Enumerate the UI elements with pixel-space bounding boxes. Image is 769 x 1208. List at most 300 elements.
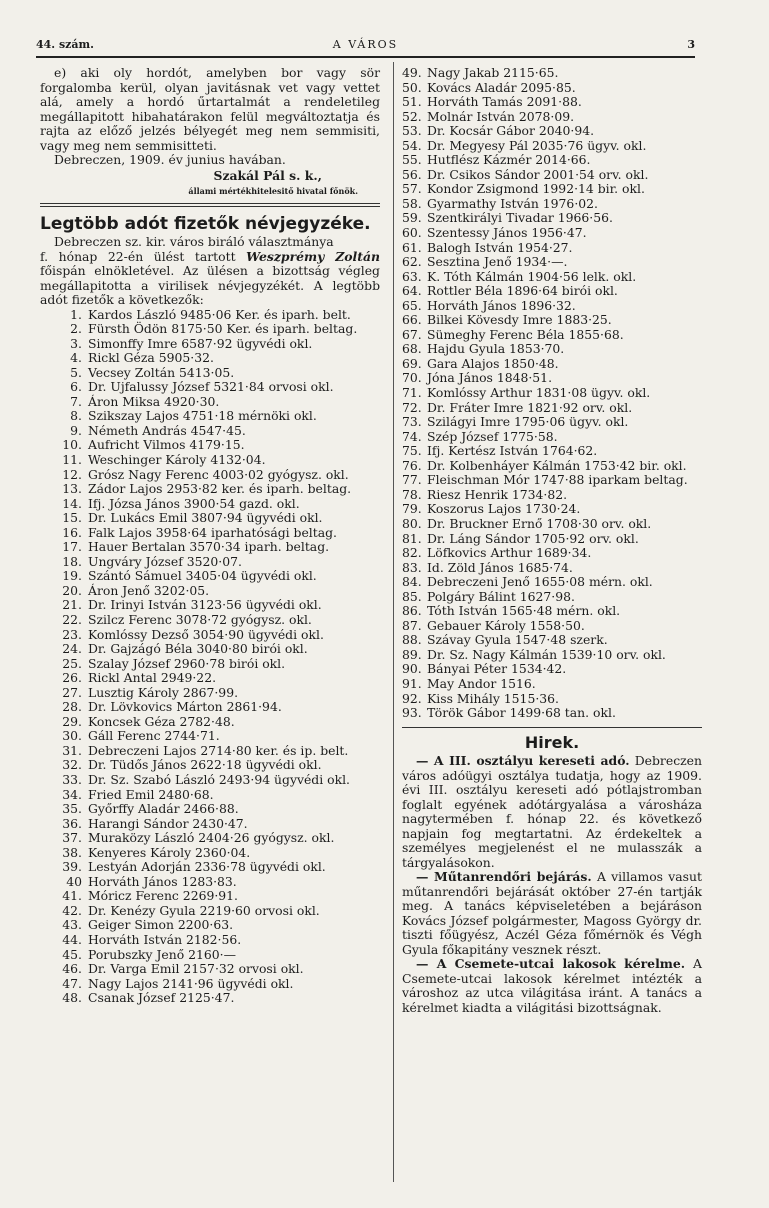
list-item [40,802,380,817]
list-item [40,453,380,468]
list-item-text: Vecsey Zoltán 5413·05. [88,364,235,380]
list-item-number: 41. [62,888,82,904]
list-item-text: Szalay József 2960·78 birói okl. [88,655,286,671]
list-item-number: 82. [402,545,422,561]
list-item-text: May Andor 1516. [427,675,536,691]
list-item [40,438,380,453]
header-rule [36,56,695,58]
list-item [402,357,702,372]
list-item-text: Szántó Sámuel 3405·04 ügyvédi okl. [88,568,317,584]
list-item [402,110,702,125]
news-item [402,870,702,957]
list-item-number: 55. [402,152,422,168]
list-item [402,459,702,474]
list-item [402,328,702,343]
list-item-text: Nagy Jakab 2115·65. [427,65,559,80]
list-item-number: 90. [402,661,422,677]
list-item-text: Hajdu Gyula 1853·70. [427,341,565,357]
list-item [402,139,702,154]
list-item-text: Győrffy Aladár 2466·88. [88,801,239,817]
list-item [40,918,380,933]
news-title: Hirek. [524,732,580,752]
list-item-number: 10. [62,437,82,453]
list-item-number: 23. [62,626,82,642]
list-item-number: 11. [62,451,82,467]
list-item-text: Szilcz Ferenc 3078·72 gyógysz. okl. [88,611,312,627]
list-item [40,322,380,337]
list-item-number: 70. [402,370,422,386]
list-item-number: 21. [62,597,82,613]
list-item [402,430,702,445]
list-item-text: Grósz Nagy Ferenc 4003·02 gyógysz. okl. [88,466,349,482]
list-item-text: Id. Zöld János 1685·74. [427,559,573,575]
page-number: 3 [687,38,695,51]
list-item-number: 5. [70,364,82,380]
list-item [40,700,380,715]
list-item [40,788,380,803]
section-intro [40,250,380,308]
list-item-number: 6. [70,379,82,395]
list-item-text: Geiger Simon 2200·63. [88,917,234,933]
list-item [402,648,702,663]
list-item [402,124,702,139]
list-item-number: 60. [402,225,422,241]
list-item [40,846,380,861]
list-item-number: 27. [62,684,82,700]
list-item-number: 86. [402,603,422,619]
place-date: Debreczen, 1909. év junius havában. [54,152,286,167]
list-item-text: Rottler Béla 1896·64 birói okl. [427,283,618,299]
list-item [402,197,702,212]
list-item-number: 74. [402,428,422,444]
list-item-text: Szentessy János 1956·47. [427,225,587,241]
list-item-text: Szilágyi Imre 1795·06 ügyv. okl. [427,414,629,430]
list-item [402,66,702,81]
list-item-number: 58. [402,195,422,211]
list-item-number: 59. [402,210,422,226]
list-item-number: 76. [402,457,422,473]
list-item-text: Kiss Mihály 1515·36. [427,690,559,706]
list-item-number: 54. [402,137,422,153]
list-item [40,671,380,686]
news-item-lead: — Műtanrendőri bejárás. [416,869,592,885]
list-item-number: 73. [402,414,422,430]
list-item-text: Bilkei Kövesdy Imre 1883·25. [427,312,612,328]
list-item-number: 79. [402,501,422,517]
list-item-text: Fleischman Mór 1747·88 iparkam beltag. [427,472,688,488]
list-item-number: 18. [62,553,82,569]
list-item-text: Debreczeni Lajos 2714·80 ker. és ip. belt. [88,742,349,758]
list-item [40,991,380,1006]
list-item-number: 47. [62,975,82,991]
list-item-number: 4. [70,350,82,366]
list-item [40,977,380,992]
list-item [402,81,702,96]
list-item-text: Riesz Henrik 1734·82. [427,486,568,502]
issue-number: 44. szám. [36,38,95,51]
section-intro-pre: f. hónap 22-én ülést tartott [40,248,236,264]
list-item-text: Dr. Gajzágó Béla 3040·80 birói okl. [88,641,308,657]
list-item [40,308,380,323]
list-item-text: Dr. Bruckner Ernő 1708·30 orv. okl. [427,515,652,531]
list-item-number: 29. [62,713,82,729]
list-item [402,590,702,605]
list-item [402,415,702,430]
list-item-text: Lestyán Adorján 2336·78 ügyvédi okl. [88,859,326,875]
list-item [40,424,380,439]
taxpayer-list-left [40,308,380,1006]
list-item-text: Dr. Lukács Emil 3807·94 ügyvédi okl. [88,510,323,526]
list-item [402,313,702,328]
list-item [402,153,702,168]
news-item-lead: — A Csemete-utcai lakosok kérelme. [416,956,686,972]
list-item [402,517,702,532]
list-item-number: 24. [62,641,82,657]
list-item-text: Dr. Irinyi István 3123·56 ügyvédi okl. [88,597,322,613]
section-title: Legtöbb adót fizetők névjegyzéke. [40,213,371,234]
left-column [40,66,380,1006]
list-item [40,758,380,773]
list-item-number: 26. [62,670,82,686]
list-item-text: Lusztig Károly 2867·99. [88,684,239,700]
list-item-text: Sümeghy Ferenc Béla 1855·68. [427,326,624,342]
list-item-text: Rickl Géza 5905·32. [88,350,214,366]
list-item-text: Falk Lajos 3958·64 iparhatósági beltag. [88,524,337,540]
list-item [40,933,380,948]
list-item-text: Németh András 4547·45. [88,422,246,438]
list-item [402,255,702,270]
list-item [402,95,702,110]
list-item [402,532,702,547]
list-item-number: 19. [62,568,82,584]
section-intro-line: Debreczen sz. kir. város biráló választmánya [54,234,334,249]
list-item-text: Áron Miksa 4920·30. [88,393,220,409]
list-item [40,540,380,555]
news-item-lead: — A III. osztályu kereseti adó. [416,753,630,769]
list-item-text: Hutflész Kázmér 2014·66. [427,152,591,168]
list-item-text: Gáll Ferenc 2744·71. [88,728,220,744]
list-item [40,875,380,890]
list-item-number: 38. [62,844,82,860]
list-item [402,546,702,561]
right-column [402,66,702,1015]
list-item-number: 43. [62,917,82,933]
list-item-text: Szép József 1775·58. [427,428,558,444]
list-item-text: Ifj. Józsa János 3900·54 gazd. okl. [88,495,300,511]
list-item-text: Simonffy Imre 6587·92 ügyvédi okl. [88,335,313,351]
list-item [402,561,702,576]
list-item-text: Dr. Tüdős János 2622·18 ügyvédi okl. [88,757,322,773]
list-item-text: Áron Jenő 3202·05. [88,582,210,598]
news-item-body: Debreczen város adóügyi osztálya tudatja, hogy az 1909. évi III. osztályu kereseti adó pótlajstromban foglalt egyének adótárgyalása a városháza nagytermében f. hónap 22. és következő napjain fog megtartatni. Az érdekeltek a személyes megjelenést el ne mulasszák a tárgyalásokon. [402,753,702,870]
list-item [40,584,380,599]
list-item-text: Balogh István 1954·27. [427,239,573,255]
list-item-number: 93. [402,705,422,721]
list-item-number: 50. [402,79,422,95]
list-item [40,497,380,512]
list-item-text: Muraközy László 2404·26 gyógysz. okl. [88,830,335,846]
list-item-text: Gyarmathy István 1976·02. [427,195,598,211]
list-item-number: 92. [402,690,422,706]
list-item [402,182,702,197]
list-item-text: Ifj. Kertész István 1764·62. [427,443,598,459]
list-item-text: Móricz Ferenc 2269·91. [88,888,238,904]
list-item-number: 42. [62,902,82,918]
list-item [402,502,702,517]
list-item [40,613,380,628]
list-item [402,488,702,503]
list-item [40,962,380,977]
list-item-number: 68. [402,341,422,357]
divider [40,206,380,207]
list-item-text: Nagy Lajos 2141·96 ügyvédi okl. [88,975,294,991]
list-item [402,401,702,416]
list-item-text: Dr. Kolbenháyer Kálmán 1753·42 bir. okl. [427,457,687,473]
list-item-text: Dr. Lövkovics Márton 2861·94. [88,699,282,715]
intro-paragraph: e) aki oly hordót, amelyben bor vagy sör forgalomba kerül, olyan javitásnak vet vagy vettet alá, amely a hordó űrtartalmát a rendeletileg megállapitott hibahatárakon felül megváltoztatja és rajta az előző jelzés bélyegét meg nem semmisiti, vagy meg nem semmisitteti. [40,65,380,153]
list-item-text: Komlóssy Arthur 1831·08 ügyv. okl. [427,385,651,401]
list-item-text: Dr. Varga Emil 2157·32 orvosi okl. [88,961,304,977]
list-item-text: Kardos László 9485·06 Ker. és iparh. belt. [88,306,351,322]
list-item-text: Harangi Sándor 2430·47. [88,815,248,831]
list-item-number: 62. [402,254,422,270]
list-item [40,904,380,919]
list-item-number: 44. [62,932,82,948]
news-section [402,754,702,1015]
list-item-number: 17. [62,539,82,555]
list-item-number: 16. [62,524,82,540]
list-item-number: 87. [402,617,422,633]
list-item-number: 81. [402,530,422,546]
list-item [40,628,380,643]
list-item [402,604,702,619]
list-item-text: Ungváry József 3520·07. [88,553,242,569]
list-item-text: Horváth János 1283·83. [88,873,237,889]
list-item [40,889,380,904]
list-item [402,677,702,692]
list-item [40,337,380,352]
list-item-number: 71. [402,385,422,401]
list-item [40,366,380,381]
column-divider [393,62,394,1182]
list-item-number: 48. [62,990,82,1006]
list-item [40,657,380,672]
list-item-number: 85. [402,588,422,604]
list-item [40,642,380,657]
list-item-number: 77. [402,472,422,488]
list-item-text: K. Tóth Kálmán 1904·56 lelk. okl. [427,268,637,284]
list-item [402,371,702,386]
list-item-text: Dr. Kocsár Gábor 2040·94. [427,123,595,139]
list-item-number: 53. [402,123,422,139]
list-item-number: 36. [62,815,82,831]
page-header [36,38,695,54]
list-item [40,468,380,483]
list-item-number: 15. [62,510,82,526]
list-item-text: Polgáry Bálint 1627·98. [427,588,575,604]
list-item-text: Dr. Fráter Imre 1821·92 orv. okl. [427,399,633,415]
list-item-number: 80. [402,515,422,531]
list-item-text: Csanak József 2125·47. [88,990,235,1006]
list-item-number: 91. [402,675,422,691]
list-item [402,619,702,634]
list-item-number: 69. [402,355,422,371]
list-item [40,409,380,424]
list-item-number: 25. [62,655,82,671]
list-item-number: 20. [62,582,82,598]
list-item-number: 2. [70,321,82,337]
list-item [40,744,380,759]
list-item-number: 83. [402,559,422,575]
list-item [40,831,380,846]
list-item-number: 66. [402,312,422,328]
list-item-text: Gebauer Károly 1558·50. [427,617,585,633]
list-item-number: 67. [402,326,422,342]
list-item-number: 88. [402,632,422,648]
list-item-text: Dr. Láng Sándor 1705·92 orv. okl. [427,530,639,546]
list-item-text: Szentkirályi Tivadar 1966·56. [427,210,613,226]
list-item-number: 22. [62,611,82,627]
list-item-number: 7. [70,393,82,409]
list-item-number: 49. [402,65,422,80]
list-item-text: Aufricht Vilmos 4179·15. [88,437,245,453]
list-item-number: 84. [402,574,422,590]
list-item-text: Horváth István 2182·56. [88,932,242,948]
list-item-text: Bányai Péter 1534·42. [427,661,567,677]
list-item [40,598,380,613]
list-item [40,817,380,832]
news-item-body: A villamos vasut műtanrendőri bejárását október 27-én tartják meg. A tanács képviseletében a bejáráson Kovács József polgármester, Magoss György dr. tiszti főügyész, Aczél Géza főmérnök és Végh Gyula főkapitány vesznek részt. [402,869,702,957]
list-item-number: 9. [70,422,82,438]
list-item-text: Porubszky Jenő 2160·— [88,946,237,962]
list-item-number: 12. [62,466,82,482]
list-item [40,569,380,584]
list-item-text: Dr. Csikos Sándor 2001·54 orv. okl. [427,166,649,182]
list-item-text: Molnár István 2078·09. [427,108,575,124]
list-item-number: 33. [62,772,82,787]
list-item-text: Dr. Ujfalussy József 5321·84 orvosi okl. [88,379,334,395]
list-item-number: 72. [402,399,422,415]
list-item-text: Dr. Kenézy Gyula 2219·60 orvosi okl. [88,902,320,918]
list-item-text: Horváth János 1896·32. [427,297,576,313]
list-item-number: 39. [62,859,82,875]
list-item [40,729,380,744]
list-item-text: Fried Emil 2480·68. [88,786,214,802]
list-item-number: 3. [70,335,82,351]
list-item [40,351,380,366]
taxpayer-list-right [402,66,702,721]
list-item-number: 52. [402,108,422,124]
list-item-number: 56. [402,166,422,182]
list-item [40,773,380,788]
list-item-number: 63. [402,268,422,284]
list-item-number: 51. [402,94,422,110]
list-item-number: 65. [402,297,422,313]
list-item [402,633,702,648]
list-item-text: Dr. Sz. Nagy Kálmán 1539·10 orv. okl. [427,646,666,662]
list-item [40,482,380,497]
list-item-number: 40 [66,873,82,889]
list-item [40,715,380,730]
list-item [402,226,702,241]
list-item [402,473,702,488]
list-item-number: 46. [62,961,82,977]
list-item-text: Debreczeni Jenő 1655·08 mérn. okl. [427,574,653,590]
list-item-number: 78. [402,486,422,502]
list-item-number: 1. [70,306,82,322]
list-item [402,284,702,299]
list-item-text: Török Gábor 1499·68 tan. okl. [427,705,616,721]
list-item [40,948,380,963]
list-item-number: 32. [62,757,82,773]
divider [40,203,380,204]
list-item [40,511,380,526]
list-item [40,860,380,875]
list-item-text: Koncsek Géza 2782·48. [88,713,235,729]
list-item-text: Szikszay Lajos 4751·18 mérnöki okl. [88,408,317,424]
list-item-text: Fürsth Ödön 8175·50 Ker. és iparh. beltag. [88,321,358,337]
divider [402,727,702,728]
list-item-number: 45. [62,946,82,962]
list-item-number: 64. [402,283,422,299]
list-item-number: 13. [62,481,82,497]
list-item [40,380,380,395]
list-item-number: 31. [62,742,82,758]
list-item-text: Rickl Antal 2949·22. [88,670,217,686]
signature-title: állami mértékhitelesitő hivatal főnök. [188,186,358,196]
list-item-text: Horváth Tamás 2091·88. [427,94,582,110]
list-item-text: Gara Alajos 1850·48. [427,355,559,371]
list-item [402,342,702,357]
list-item-text: Hauer Bertalan 3570·34 iparh. beltag. [88,539,330,555]
news-item [402,754,702,870]
list-item-number: 30. [62,728,82,744]
list-item-text: Zádor Lajos 2953·82 ker. és iparh. beltag. [88,481,352,497]
list-item-text: Kondor Zsigmond 1992·14 bir. okl. [427,181,645,197]
news-item [402,957,702,1015]
section-intro-post: főispán elnökletével. Az ülésen a bizottság végleg megállapitotta a virilisek névjegyzékét. A legtöbb adót fizetők a következők: [40,263,380,307]
list-item-number: 61. [402,239,422,255]
list-item-text: Koszorus Lajos 1730·24. [427,501,581,517]
news-item-body: A Csemete-utcai lakosok kérelmet intézték a városhoz az utca világitása iránt. A tanács a kérelmet kiadta a világitási bizottságnak. [402,956,702,1015]
list-item-text: Komlóssy Dezső 3054·90 ügyvédi okl. [88,626,324,642]
list-item [40,555,380,570]
list-item-text: Weschinger Károly 4132·04. [88,451,266,467]
list-item-number: 28. [62,699,82,715]
list-item-text: Jóna János 1848·51. [427,370,553,386]
list-item [402,662,702,677]
newspaper-title: A VÁROS [332,38,399,51]
list-item [40,686,380,701]
list-item-number: 34. [62,786,82,802]
list-item-number: 8. [70,408,82,424]
list-item [402,444,702,459]
list-item-text: Szávay Gyula 1547·48 szerk. [427,632,608,648]
list-item-number: 37. [62,830,82,846]
list-item [402,241,702,256]
list-item [402,575,702,590]
list-item-number: 14. [62,495,82,511]
signature: Szakál Pál s. k., [213,167,322,183]
list-item-number: 35. [62,801,82,817]
list-item-text: Kovács Aladár 2095·85. [427,79,576,95]
list-item-text: Löfkovics Arthur 1689·34. [427,545,592,561]
list-item-text: Dr. Sz. Szabó László 2493·94 ügyvédi okl. [88,772,350,787]
list-item-text: Sesztina Jenő 1934·—. [427,254,568,270]
list-item [40,526,380,541]
section-intro-name: Weszprémy Zoltán [246,248,380,264]
list-item-text: Kenyeres Károly 2360·04. [88,844,251,860]
